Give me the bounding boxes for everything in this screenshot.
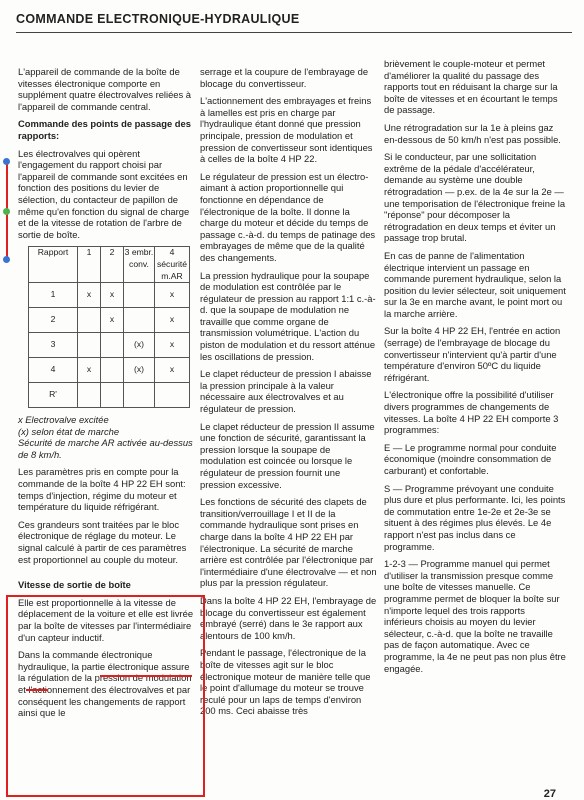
annotation-underline xyxy=(100,675,192,677)
table-cell: x xyxy=(155,283,190,308)
paragraph: Pendant le passage, l'électronique de la boîte de vitesses agit sur le bloc électronique moteur de manière telle que le point d'allumage du moteur se trouve reculé pour un laps de temps d'environ 200 ms. Ceci abaisse très xyxy=(200,647,371,717)
paragraph: L'actionnement des embrayages et freins à lamelles est pris en charge par l'hydraulique étant donné que pression principale, pression de modulation et pression de convertisseur sont identiques à celles de la boîte 4 HP 22. xyxy=(200,95,373,165)
table-row xyxy=(29,383,190,408)
annotation-handle-bottom[interactable] xyxy=(3,256,10,263)
annotation-handle-top[interactable] xyxy=(3,158,10,165)
table-cell: x xyxy=(155,308,190,333)
column-2 xyxy=(200,66,378,723)
parameters-paragraph: Les paramètres pris en compte pour la commande de la boîte 4 HP 22 EH sont: temps d'injection, régime du moteur et température du liquide réfrigérant. xyxy=(18,466,186,513)
table-header: 1 xyxy=(78,247,101,283)
legend-line: x Electrovalve excitée xyxy=(18,414,109,426)
paragraph: E — Le programme normal pour conduite économique (moindre consommation de carburant) et confortable. xyxy=(384,441,557,476)
legend-line: (x) selon état de marche xyxy=(18,425,120,437)
paragraph: Le clapet réducteur de pression II assume une fonction de sécurité, garantissant la pression lorsque la soupape de modulation est coincée ou lorsque le régulateur de pression fournit une pression excessive. xyxy=(200,420,375,490)
header xyxy=(16,12,572,33)
intro-paragraph: L'appareil de commande de la boîte de vitesses électronique comporte en supplément quatre électrovalves reliées à l'appareil de commande central. xyxy=(18,66,192,112)
vitesse-paragraph: Elle est proportionnelle à la vitesse de déplacement de la voiture et elle est livrée par la boîte de vitesses par l'intermédiaire d'un capteur inductif. xyxy=(18,596,194,643)
paragraph: Le clapet réducteur de pression I abaisse la pression principale à la valeur nécessaire aux électrovalves et au régulateur de pression. xyxy=(200,368,372,415)
table-cell: R' xyxy=(29,383,78,408)
table-cell xyxy=(78,308,101,333)
table-header-row xyxy=(29,247,190,283)
annotation-underline xyxy=(26,689,48,691)
table-row xyxy=(29,308,190,333)
page-number: 27 xyxy=(543,788,556,800)
table-cell: 1 xyxy=(29,283,78,308)
legend-line: Sécurité de marche AR activée au-dessus de 8 km/h. xyxy=(18,437,193,460)
paragraph: L'électronique offre la possibilité d'utiliser divers programmes de changements de vitesses. La boîte 4 HP 22 EH comporte 3 programmes: xyxy=(384,389,559,436)
table-cell: x xyxy=(101,308,124,333)
table-row xyxy=(29,358,190,383)
paragraph: S — Programme prévoyant une conduite plus dure et plus performante. Ici, les points de commutation entre 1e-2e et 2e-3e se situent à des régimes plus élevés. Le 4e rapport n'est pas inclus dans ce programme. xyxy=(384,482,566,552)
paragraph: En cas de panne de l'alimentation électrique intervient un passage en commande purement hydraulique, selon la position du levier sélecteur, soit uniquement sur la 3e en marche avant, le point mort ou la marche arrière. xyxy=(384,249,566,319)
paragraph: Si le conducteur, par une sollicitation extrême de la pédale d'accélérateur, demande au système une double rétrogradation — p.ex. de la 4e sur la 2e — une temporisation de l'électronique freine la "réponse" pour décomposer la rétrogradation en deux temps et éviter un passage trop brutal. xyxy=(384,151,566,244)
table-cell: 2 xyxy=(29,308,78,333)
paragraph: brièvement le couple-moteur et permet d'améliorer la qualité du passage des rapports tout en réduisant la charge sur la boîte de vitesses et en écourtant le temps de passage. xyxy=(384,58,558,116)
table-header: Rapport xyxy=(29,247,78,283)
table-cell xyxy=(78,333,101,358)
table-cell xyxy=(101,383,124,408)
table-header: 4 sécurité m.AR xyxy=(155,247,190,283)
column-3 xyxy=(384,58,566,680)
annotation-handle-mid[interactable] xyxy=(3,208,10,215)
table-header: 2 xyxy=(101,247,124,283)
table-cell: x xyxy=(78,358,101,383)
electrovalve-paragraph: Les électrovalves qui opèrent l'engagement du rapport choisi par l'appareil de commande sont excitées en fonction des positions du levier de sélection, du contacteur de papillon de même qu'en fonction du signal de charge et de la vitesse de rotation de l'arbre de sortie de boîte. xyxy=(18,147,190,240)
table-cell: (x) xyxy=(124,333,155,358)
table-cell: 4 xyxy=(29,358,78,383)
commande-paragraph: Dans la commande électronique hydraulique, la partie électronique assure la régulation de la pression de modulation et l'actionnement des électrovalves et par conséquent les changements de rapport ainsi que le xyxy=(18,649,192,719)
table-row xyxy=(29,333,190,358)
table-header: 3 embr. conv. xyxy=(124,247,155,283)
paragraph: Les fonctions de sécurité des clapets de transition/verrouillage I et II de la commande hydraulique sont prises en charge dans la boîte 4 HP 22 EH par l'électronique. La sécurité de marche arrière est contrôlée par l'électronique par l'intermédiaire d'une électrovalve — et non plus par la pression régulateur. xyxy=(200,496,377,589)
table-cell: x xyxy=(101,283,124,308)
paragraph: Dans la boîte 4 HP 22 EH, l'embrayage de blocage du convertisseur est également embrayé (serré) dans le 3e rapport aux alentours de 100 km/h. xyxy=(200,594,377,641)
table-cell xyxy=(101,358,124,383)
section-heading-passage: Commande des points de passage des rapports: xyxy=(18,118,191,141)
table-cell xyxy=(155,383,190,408)
paragraph: Sur la boîte 4 HP 22 EH, l'entrée en action (serrage) de l'embrayage de blocage du convertisseur n'intervient qu'à partir d'une température d'environ 50ºC du liquide réfrigérant. xyxy=(384,325,561,383)
page-title: COMMANDE ELECTRONIQUE-HYDRAULIQUE xyxy=(16,12,300,26)
rapport-table xyxy=(28,246,190,408)
grandeurs-paragraph: Ces grandeurs sont traitées par le bloc électronique de réglage du moteur. Le signal calculé à partir de ces paramètres est proportionnel au couple du moteur. xyxy=(18,518,187,565)
table-cell xyxy=(101,333,124,358)
table-cell: x xyxy=(155,358,190,383)
annotation-highlight-box xyxy=(6,595,205,797)
paragraph: Le régulateur de pression est un électro-aimant à action proportionnelle qui fonctionne en dépendance de l'électronique de la boîte. Il donne la charge du moteur et décide du temps de passage c.-à-d. du temps de patinage des embrayages de même que de la qualité des changements. xyxy=(200,170,376,263)
table-cell: 3 xyxy=(29,333,78,358)
section-heading-vitesse: Vitesse de sortie de boîte xyxy=(18,579,131,591)
table-cell xyxy=(124,308,155,333)
paragraph: La pression hydraulique pour la soupape de modulation est contrôlée par le régulateur de pression au rapport 1:1 c.-à-d. que la soupape de modulation ne travaille que comme organe de transmission volumétrique. L'action du piston de modulation et du ressort atténue les oscillations de pression. xyxy=(200,269,376,362)
paragraph: Une rétrogradation sur la 1e à pleins gaz en-dessous de 50 km/h n'est pas possible. xyxy=(384,121,561,145)
table-cell: (x) xyxy=(124,358,155,383)
table-row xyxy=(29,283,190,308)
table-cell xyxy=(124,283,155,308)
table-cell xyxy=(78,383,101,408)
table-cell: x xyxy=(78,283,101,308)
paragraph: 1-2-3 — Programme manuel qui permet d'utiliser la transmission presque comme une boîte de vitesses manuelle. Ce programme permet de bloquer la boîte sur n'importe lequel des trois rapports inférieurs choisis au moyen du levier sélecteur, c.-à-d. que la boîte ne travaille pas de façon automatique. Avec ce programme, la 4e ne peut pas non plus être engagée. xyxy=(384,558,566,674)
paragraph: serrage et la coupure de l'embrayage de blocage du convertisseur. xyxy=(200,66,369,89)
table-cell xyxy=(124,383,155,408)
table-cell: x xyxy=(155,333,190,358)
